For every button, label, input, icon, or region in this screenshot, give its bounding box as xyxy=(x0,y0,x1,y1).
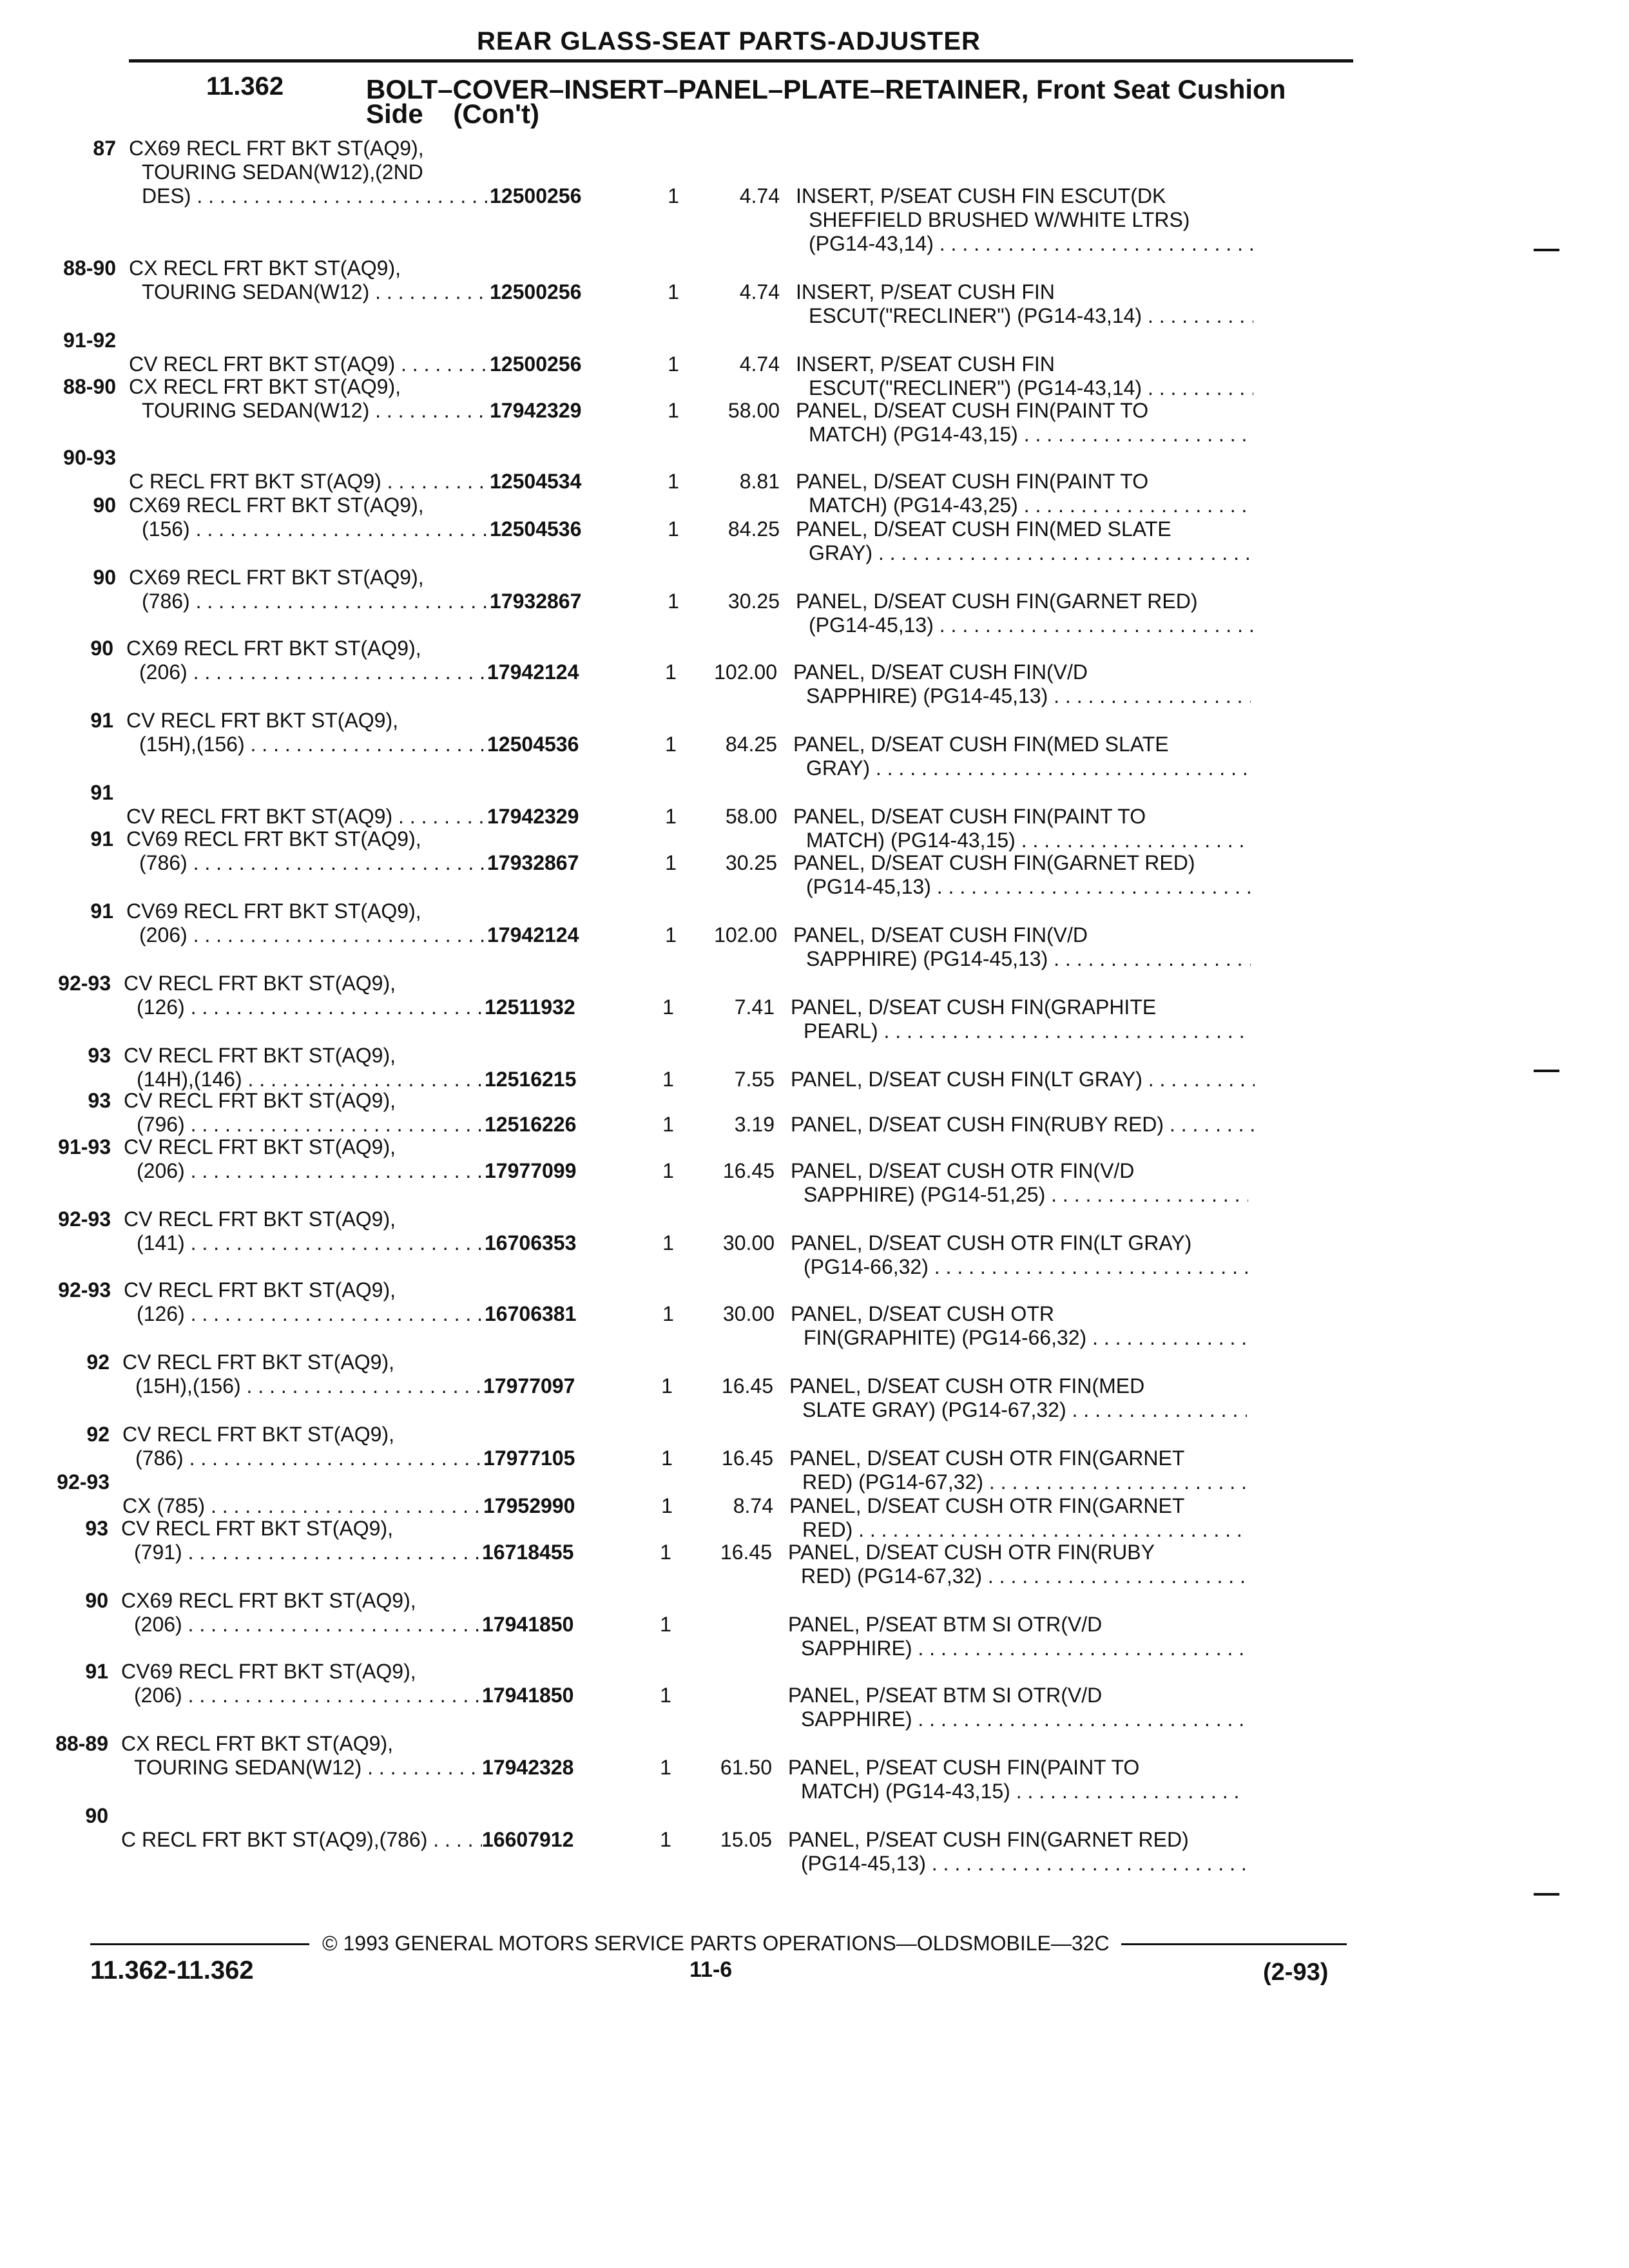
page-footer xyxy=(90,1920,1347,1997)
part-number: 16706381 xyxy=(485,1302,577,1325)
quantity: 1 xyxy=(660,1684,671,1707)
application-desc: CV RECL FRT BKT ST(AQ9) . . . xyxy=(129,352,490,376)
application-desc: (14H),(146) . . . xyxy=(137,1068,485,1091)
item-desc: SAPPHIRE) (PG14-45,13) . . . xyxy=(806,684,1251,708)
part-number: 12504536 xyxy=(487,733,579,756)
application-desc: CV RECL FRT BKT ST(AQ9), xyxy=(124,1089,396,1112)
application-desc: (796) . . . xyxy=(137,1113,485,1137)
application-desc: CV RECL FRT BKT ST(AQ9), xyxy=(124,972,396,995)
item-desc: PANEL, D/SEAT CUSH FIN(LT GRAY) . . . xyxy=(791,1068,1255,1091)
part-number: 17977099 xyxy=(485,1159,577,1182)
item-desc: RED) (PG14-67,32) . . . xyxy=(802,1470,1247,1494)
item-desc: SAPPHIRE) (PG14-51,25) . . . xyxy=(804,1183,1248,1207)
item-desc: PANEL, D/SEAT CUSH FIN(PAINT TO xyxy=(793,805,1146,828)
unit-price: 7.41 xyxy=(734,995,775,1019)
footer-copyright: © 1993 GENERAL MOTORS SERVICE PARTS OPERATIONS—OLDSMOBILE—32C xyxy=(322,1932,1110,1955)
application-desc: CX69 RECL FRT BKT ST(AQ9), xyxy=(129,566,424,589)
application-desc: CX RECL FRT BKT ST(AQ9), xyxy=(129,256,401,280)
item-desc: PANEL, D/SEAT CUSH OTR xyxy=(791,1302,1054,1325)
part-number: 17942329 xyxy=(490,399,582,422)
unit-price: 3.19 xyxy=(734,1113,775,1136)
quantity: 1 xyxy=(660,1828,671,1851)
item-desc: (PG14-43,14) . . . xyxy=(809,232,1253,256)
item-desc: INSERT, P/SEAT CUSH FIN ESCUT(DK xyxy=(796,184,1166,207)
application-desc: CV RECL FRT BKT ST(AQ9), xyxy=(126,709,399,732)
application-desc: TOURING SEDAN(W12) . . . xyxy=(142,280,490,304)
unit-price: 16.45 xyxy=(720,1541,772,1564)
item-desc: FIN(GRAPHITE) (PG14-66,32) . . . xyxy=(804,1326,1248,1350)
table-row xyxy=(36,709,1629,780)
item-desc: PANEL, D/SEAT CUSH OTR FIN(GARNET xyxy=(789,1446,1185,1470)
quantity: 1 xyxy=(668,517,679,541)
unit-price: 30.00 xyxy=(722,1231,775,1254)
part-number: 12516215 xyxy=(485,1068,577,1091)
application-desc: CV RECL FRT BKT ST(AQ9), xyxy=(122,1423,395,1446)
part-number: 12516226 xyxy=(485,1113,577,1136)
table-row xyxy=(34,1207,1629,1278)
item-desc: PANEL, D/SEAT CUSH OTR FIN(MED xyxy=(789,1374,1145,1398)
footer-page-number: 11-6 xyxy=(689,1957,733,1982)
unit-price: 84.25 xyxy=(728,517,780,541)
unit-price: 8.74 xyxy=(733,1494,773,1517)
item-desc: RED) . . . xyxy=(802,1518,1247,1542)
footer-range-ref: 11.362-11.362 xyxy=(90,1956,254,1984)
quantity: 1 xyxy=(660,1541,671,1564)
quantity: 1 xyxy=(660,1613,671,1636)
part-number: 17941850 xyxy=(482,1684,574,1707)
item-desc: PANEL, D/SEAT CUSH OTR FIN(GARNET xyxy=(789,1494,1185,1517)
application-desc: CV69 RECL FRT BKT ST(AQ9), xyxy=(126,827,421,850)
model-years: 87 xyxy=(93,137,116,160)
table-row xyxy=(34,972,1629,1043)
application-desc: CV RECL FRT BKT ST(AQ9), xyxy=(122,1350,395,1374)
item-desc: PANEL, D/SEAT CUSH FIN(GARNET RED) xyxy=(796,590,1198,613)
table-row xyxy=(32,1350,1629,1421)
item-desc: PEARL) . . . xyxy=(804,1019,1248,1043)
item-desc: PANEL, D/SEAT CUSH FIN(GARNET RED) xyxy=(793,851,1195,874)
unit-price: 102.00 xyxy=(714,923,777,947)
application-desc: DES) . . . xyxy=(142,184,490,208)
item-desc: (PG14-45,13) . . . xyxy=(801,1852,1246,1876)
quantity: 1 xyxy=(661,1374,673,1398)
item-desc: PANEL, D/SEAT CUSH FIN(MED SLATE xyxy=(793,733,1169,756)
model-years: 92-93 xyxy=(58,1207,111,1231)
application-desc: CX69 RECL FRT BKT ST(AQ9), xyxy=(126,637,421,660)
item-desc: MATCH) (PG14-43,15) . . . xyxy=(806,829,1251,852)
unit-price: 58.00 xyxy=(725,805,777,828)
item-desc: INSERT, P/SEAT CUSH FIN xyxy=(796,352,1055,376)
quantity: 1 xyxy=(668,184,679,207)
quantity: 1 xyxy=(665,660,677,684)
table-row xyxy=(31,1732,1629,1803)
page-title: REAR GLASS-SEAT PARTS-ADJUSTER xyxy=(477,27,981,55)
quantity: 1 xyxy=(661,1494,673,1517)
application-desc: (206) . . . xyxy=(139,923,487,947)
application-desc: (786) . . . xyxy=(142,590,490,613)
part-number: 17941850 xyxy=(482,1613,574,1636)
application-desc: CV69 RECL FRT BKT ST(AQ9), xyxy=(126,899,421,923)
application-desc: CV RECL FRT BKT ST(AQ9), xyxy=(124,1278,396,1302)
table-row xyxy=(39,375,1629,446)
application-desc: CX69 RECL FRT BKT ST(AQ9), xyxy=(121,1589,416,1612)
margin-mark xyxy=(1534,1893,1559,1896)
quantity: 1 xyxy=(662,1068,674,1091)
item-desc: SLATE GRAY) (PG14-67,32) . . . xyxy=(802,1398,1247,1422)
application-desc: CX RECL FRT BKT ST(AQ9), xyxy=(121,1732,394,1755)
application-desc: TOURING SEDAN(W12) . . . xyxy=(142,399,490,423)
item-desc: PANEL, D/SEAT CUSH OTR FIN(LT GRAY) xyxy=(791,1231,1192,1254)
quantity: 1 xyxy=(665,805,677,828)
unit-price: 16.45 xyxy=(721,1374,773,1398)
part-number: 16718455 xyxy=(482,1541,574,1564)
unit-price: 4.74 xyxy=(739,352,780,376)
model-years: 91-92 xyxy=(63,329,116,352)
item-desc: ESCUT("RECLINER") (PG14-43,14) . . . xyxy=(809,376,1253,400)
application-desc: CX69 RECL FRT BKT ST(AQ9), xyxy=(129,137,424,160)
table-row xyxy=(34,1278,1629,1349)
model-years: 91 xyxy=(90,781,113,804)
item-desc: SAPPHIRE) . . . xyxy=(801,1707,1246,1731)
quantity: 1 xyxy=(660,1756,671,1779)
model-years: 90 xyxy=(93,566,116,589)
part-number: 17942124 xyxy=(487,660,579,684)
unit-price: 61.50 xyxy=(720,1756,772,1779)
model-years: 92 xyxy=(86,1423,110,1446)
application-desc: (15H),(156) . . . xyxy=(135,1374,483,1398)
model-years: 90 xyxy=(85,1589,108,1612)
quantity: 1 xyxy=(668,399,679,422)
table-row xyxy=(39,494,1629,564)
quantity: 1 xyxy=(668,470,679,493)
model-years: 93 xyxy=(88,1044,111,1067)
item-desc: MATCH) (PG14-43,15) . . . xyxy=(801,1780,1246,1803)
model-years: 92-93 xyxy=(58,1278,111,1302)
model-years: 88-90 xyxy=(63,375,116,398)
table-row xyxy=(34,1135,1629,1206)
unit-price: 84.25 xyxy=(725,733,777,756)
unit-price: 30.25 xyxy=(728,590,780,613)
unit-price: 58.00 xyxy=(728,399,780,422)
table-row xyxy=(36,827,1629,898)
footer-revision-date: (2-93) xyxy=(1263,1959,1329,1986)
model-years: 92-93 xyxy=(57,1470,110,1494)
item-desc: PANEL, D/SEAT CUSH FIN(V/D xyxy=(793,660,1088,684)
item-desc: (PG14-45,13) . . . xyxy=(809,613,1253,637)
quantity: 1 xyxy=(662,1302,674,1325)
margin-mark xyxy=(1534,1070,1559,1072)
item-desc: ESCUT("RECLINER") (PG14-43,14) . . . xyxy=(809,304,1253,328)
item-desc: SAPPHIRE) . . . xyxy=(801,1637,1246,1660)
model-years: 88-89 xyxy=(55,1732,108,1755)
item-desc: PANEL, P/SEAT CUSH FIN(GARNET RED) xyxy=(788,1828,1189,1851)
application-desc: TOURING SEDAN(W12),(2ND xyxy=(142,160,423,184)
application-desc: (786) . . . xyxy=(139,851,487,875)
application-desc: TOURING SEDAN(W12) . . . xyxy=(134,1756,482,1780)
application-desc: CV RECL FRT BKT ST(AQ9), xyxy=(124,1135,396,1158)
unit-price: 4.74 xyxy=(739,184,780,207)
quantity: 1 xyxy=(668,590,679,613)
unit-price: 30.25 xyxy=(725,851,777,874)
item-desc: MATCH) (PG14-43,15) . . . xyxy=(809,423,1253,447)
item-desc: PANEL, D/SEAT CUSH FIN(PAINT TO xyxy=(796,470,1149,493)
unit-price: 102.00 xyxy=(714,660,777,684)
part-number: 17977097 xyxy=(483,1374,575,1398)
unit-price: 16.45 xyxy=(722,1159,775,1182)
unit-price: 8.81 xyxy=(739,470,780,493)
table-row xyxy=(39,256,1629,327)
table-row xyxy=(31,1517,1629,1588)
unit-price: 16.45 xyxy=(721,1446,773,1470)
application-desc: (206) . . . xyxy=(137,1159,485,1183)
quantity: 1 xyxy=(668,280,679,303)
part-number: 17952990 xyxy=(483,1494,575,1517)
application-desc: (791) . . . xyxy=(134,1541,482,1564)
item-desc: MATCH) (PG14-43,25) . . . xyxy=(809,494,1253,517)
model-years: 92-93 xyxy=(58,972,111,995)
application-desc: (156) . . . xyxy=(142,517,490,541)
item-desc: PANEL, D/SEAT CUSH FIN(GRAPHITE xyxy=(791,995,1157,1019)
item-desc: SHEFFIELD BRUSHED W/WHITE LTRS) xyxy=(809,208,1190,231)
model-years: 91 xyxy=(90,827,113,850)
footer-rule-right xyxy=(1121,1943,1347,1945)
model-years: 90 xyxy=(85,1804,108,1827)
footer-rule-left xyxy=(90,1943,309,1945)
table-row xyxy=(36,899,1629,970)
item-desc: INSERT, P/SEAT CUSH FIN xyxy=(796,280,1055,303)
application-desc: (15H),(156) . . . xyxy=(139,733,487,756)
unit-price: 4.74 xyxy=(739,280,780,303)
application-desc: (206) . . . xyxy=(139,660,487,684)
quantity: 1 xyxy=(665,923,677,947)
model-years: 92 xyxy=(86,1350,110,1374)
item-desc: PANEL, D/SEAT CUSH OTR FIN(V/D xyxy=(791,1159,1135,1182)
part-number: 17942328 xyxy=(482,1756,574,1779)
quantity: 1 xyxy=(665,733,677,756)
part-number: 17942329 xyxy=(487,805,579,828)
item-desc: (PG14-66,32) . . . xyxy=(804,1255,1248,1279)
section-number: 11.362 xyxy=(206,72,284,101)
section-title-line2: Side (Con't) xyxy=(366,99,539,129)
application-desc: (126) . . . xyxy=(137,1302,485,1326)
item-desc: PANEL, D/SEAT CUSH FIN(V/D xyxy=(793,923,1088,947)
model-years: 90-93 xyxy=(63,446,116,469)
quantity: 1 xyxy=(662,1159,674,1182)
item-desc: GRAY) . . . xyxy=(809,541,1253,565)
application-desc: (206) . . . xyxy=(134,1684,482,1707)
table-row xyxy=(31,1660,1629,1731)
part-number: 12500256 xyxy=(490,352,582,376)
quantity: 1 xyxy=(665,851,677,874)
unit-price: 7.55 xyxy=(734,1068,775,1091)
quantity: 1 xyxy=(662,995,674,1019)
quantity: 1 xyxy=(661,1446,673,1470)
application-desc: (126) . . . xyxy=(137,995,485,1019)
table-row xyxy=(31,1589,1629,1660)
part-number: 17932867 xyxy=(490,590,582,613)
application-desc: CV RECL FRT BKT ST(AQ9), xyxy=(124,1207,396,1231)
item-desc: PANEL, D/SEAT CUSH FIN(RUBY RED) . . . xyxy=(791,1113,1255,1137)
model-years: 93 xyxy=(85,1517,108,1540)
quantity: 1 xyxy=(668,352,679,376)
part-number: 17932867 xyxy=(487,851,579,874)
item-desc: PANEL, P/SEAT BTM SI OTR(V/D xyxy=(788,1613,1103,1636)
table-row xyxy=(31,1804,1629,1875)
application-desc: C RECL FRT BKT ST(AQ9),(786) . . . xyxy=(121,1828,482,1852)
part-number: 17942124 xyxy=(487,923,579,947)
application-desc: CV RECL FRT BKT ST(AQ9), xyxy=(124,1044,396,1067)
application-desc: CV RECL FRT BKT ST(AQ9), xyxy=(121,1517,394,1540)
model-years: 90 xyxy=(93,494,116,517)
unit-price: 15.05 xyxy=(720,1828,772,1851)
table-row xyxy=(36,637,1629,707)
part-number: 12504534 xyxy=(490,470,582,493)
item-desc: RED) (PG14-67,32) . . . xyxy=(801,1564,1246,1588)
item-desc: SAPPHIRE) (PG14-45,13) . . . xyxy=(806,947,1251,971)
part-number: 12511932 xyxy=(485,995,575,1019)
part-number: 12500256 xyxy=(490,184,582,207)
table-row xyxy=(39,566,1629,637)
part-number: 12500256 xyxy=(490,280,582,303)
part-number: 12504536 xyxy=(490,517,582,541)
part-number: 16607912 xyxy=(482,1828,574,1851)
application-desc: CV RECL FRT BKT ST(AQ9) . . . xyxy=(126,805,487,829)
application-desc: (786) . . . xyxy=(135,1446,483,1470)
application-desc: (141) . . . xyxy=(137,1231,485,1255)
application-desc: CX RECL FRT BKT ST(AQ9), xyxy=(129,375,401,398)
item-desc: PANEL, P/SEAT BTM SI OTR(V/D xyxy=(788,1684,1103,1707)
table-row xyxy=(39,137,1629,255)
item-desc: GRAY) . . . xyxy=(806,756,1251,780)
application-desc: CV69 RECL FRT BKT ST(AQ9), xyxy=(121,1660,416,1683)
quantity: 1 xyxy=(662,1113,674,1136)
application-desc: CX (785) . . . xyxy=(122,1494,483,1518)
item-desc: PANEL, P/SEAT CUSH FIN(PAINT TO xyxy=(788,1756,1140,1779)
application-desc: (206) . . . xyxy=(134,1613,482,1637)
application-desc: C RECL FRT BKT ST(AQ9) . . . xyxy=(129,470,490,494)
margin-mark xyxy=(1534,249,1559,251)
model-years: 91 xyxy=(90,899,113,923)
unit-price: 30.00 xyxy=(722,1302,775,1325)
item-desc: (PG14-45,13) . . . xyxy=(806,875,1251,899)
item-desc: PANEL, D/SEAT CUSH FIN(PAINT TO xyxy=(796,399,1149,422)
section-title-line1: BOLT–COVER–INSERT–PANEL–PLATE–RETAINER, Front Seat Cushion xyxy=(366,74,1286,104)
quantity: 1 xyxy=(662,1231,674,1254)
part-number: 17977105 xyxy=(483,1446,575,1470)
model-years: 91 xyxy=(90,709,113,732)
model-years: 91 xyxy=(85,1660,108,1683)
application-desc: CX69 RECL FRT BKT ST(AQ9), xyxy=(129,494,424,517)
model-years: 93 xyxy=(88,1089,111,1112)
part-number: 16706353 xyxy=(485,1231,577,1254)
item-desc: PANEL, D/SEAT CUSH OTR FIN(RUBY xyxy=(788,1541,1155,1564)
item-desc: PANEL, D/SEAT CUSH FIN(MED SLATE xyxy=(796,517,1171,541)
model-years: 90 xyxy=(90,637,113,660)
model-years: 88-90 xyxy=(63,256,116,280)
model-years: 91-93 xyxy=(58,1135,111,1158)
